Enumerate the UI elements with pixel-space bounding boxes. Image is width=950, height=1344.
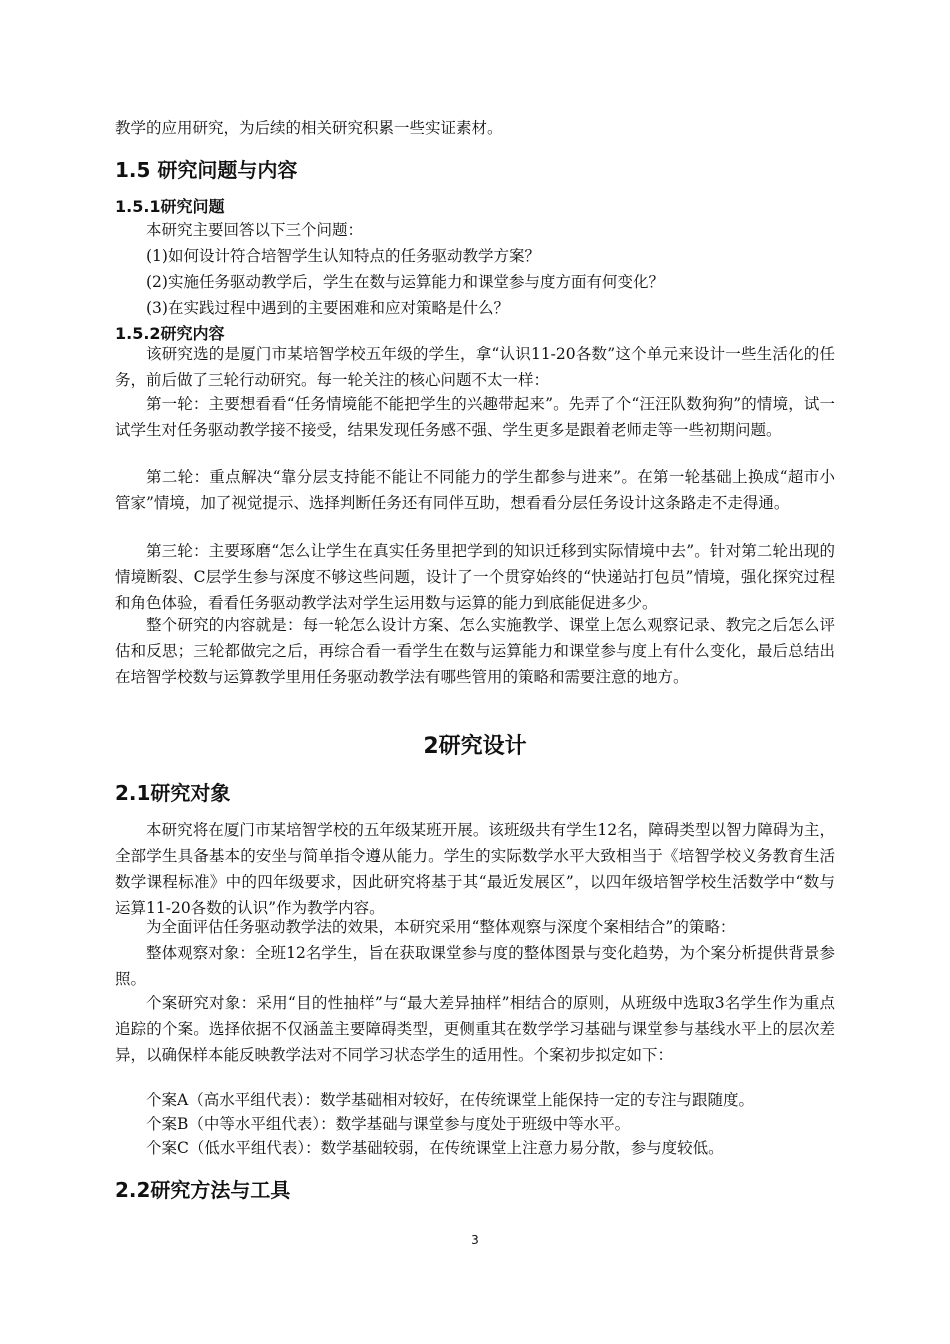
content-paragraph: 整个研究的内容就是：每一轮怎么设计方案、怎么实施教学、课堂上怎么观察记录、教完之后怎么评估和反思；三轮都做完之后，再综合看一看学生在数与运算能力和课堂参与度上有什么变化，最后总结出在培智学校数与运算教学里用任务驱动教学法有哪些管用的策略和需要注意的地方。 [115, 616, 835, 686]
content-paragraph: 为全面评估任务驱动教学法的效果，本研究采用“整体观察与深度个案相结合”的策略： [146, 918, 736, 936]
case-item: 个案A（高水平组代表）：数学基础相对较好，在传统课堂上能保持一定的专注与跟随度。 [146, 1091, 754, 1109]
question-item: (2)实施任务驱动教学后，学生在数与运算能力和课堂参与度方面有何变化？ [146, 273, 664, 291]
questions-intro: 本研究主要回答以下三个问题： [146, 221, 364, 239]
subsection-heading-1-5-1: 1.5.1研究问题 [115, 197, 225, 216]
page-number: 3 [471, 1233, 479, 1247]
content-paragraph: 本研究将在厦门市某培智学校的五年级某班开展。该班级共有学生12名，障碍类型以智力障碍为主，全部学生具备基本的安坐与简单指令遵从能力。学生的实际数学水平大致相当于《培智学校义务教育生活数学课程标准》中的四年级要求，因此研究将基于其“最近发展区”，以四年级培智学校生活数学中“数与运算11-20各数的认识”作为教学内容。 [115, 821, 835, 917]
content-paragraph: 第一轮：主要想看看“任务情境能不能把学生的兴趣带起来”。先弄了个“汪汪队数狗狗”的情境，试一试学生对任务驱动教学接不接受，结果发现任务感不强、学生更多是跟着老师走等一些初期问题。 [115, 395, 835, 439]
content-paragraph: 该研究选的是厦门市某培智学校五年级的学生，拿“认识11-20各数”这个单元来设计一些生活化的任务，前后做了三轮行动研究。每一轮关注的核心问题不太一样： [115, 345, 835, 389]
subsection-heading-1-5-2: 1.5.2研究内容 [115, 324, 225, 343]
question-item: (3)在实践过程中遇到的主要困难和应对策略是什么？ [146, 299, 509, 317]
section-heading-2-2: 2.2研究方法与工具 [115, 1178, 291, 1202]
content-paragraph: 第二轮：重点解决“靠分层支持能不能让不同能力的学生都参与进来”。在第一轮基础上换成“超市小管家”情境，加了视觉提示、选择判断任务还有同伴互助，想看看分层任务设计这条路走不走得通。 [115, 468, 835, 512]
lead-paragraph: 教学的应用研究，为后续的相关研究积累一些实证素材。 [115, 119, 503, 137]
chapter-heading-2: 2研究设计 [423, 734, 527, 759]
case-item: 个案C（低水平组代表）：数学基础较弱，在传统课堂上注意力易分散，参与度较低。 [146, 1139, 724, 1157]
content-paragraph: 整体观察对象：全班12名学生，旨在获取课堂参与度的整体图景与变化趋势，为个案分析提供背景参照。 [115, 944, 835, 988]
question-item: (1)如何设计符合培智学生认知特点的任务驱动教学方案？ [146, 247, 540, 265]
content-paragraph: 第三轮：主要琢磨“怎么让学生在真实任务里把学到的知识迁移到实际情境中去”。针对第二轮出现的情境断裂、C层学生参与深度不够这些问题，设计了一个贯穿始终的“快递站打包员”情境，强化探究过程和角色体验，看看任务驱动教学法对学生运用数与运算的能力到底能促进多少。 [115, 542, 835, 612]
case-item: 个案B（中等水平组代表）：数学基础与课堂参与度处于班级中等水平。 [146, 1115, 631, 1133]
content-paragraph: 个案研究对象：采用“目的性抽样”与“最大差异抽样”相结合的原则，从班级中选取3名学生作为重点追踪的个案。选择依据不仅涵盖主要障碍类型，更侧重其在数学学习基础与课堂参与基线水平上的层次差异，以确保样本能反映教学法对不同学习状态学生的适用性。个案初步拟定如下： [115, 994, 835, 1064]
section-heading-1-5: 1.5 研究问题与内容 [115, 158, 298, 182]
section-heading-2-1: 2.1研究对象 [115, 781, 231, 805]
